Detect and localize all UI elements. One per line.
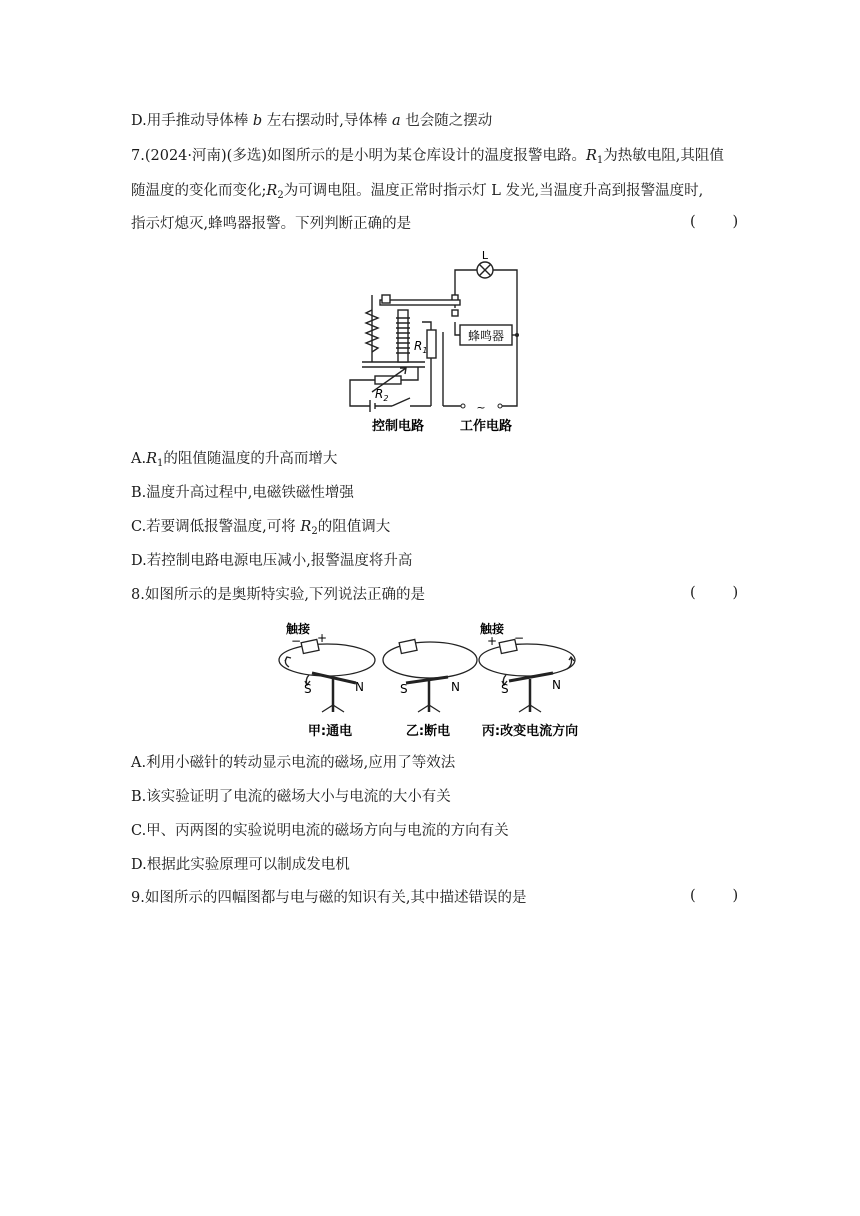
q7-circuit-figure <box>330 240 530 440</box>
q8-option-a[interactable]: A.利用小磁针的转动显示电流的磁场,应用了等效法 <box>131 755 456 771</box>
q7-option-b[interactable]: B.温度升高过程中,电磁铁磁性增强 <box>131 485 354 501</box>
q8-option-d[interactable]: D.根据此实验原理可以制成发电机 <box>131 857 350 873</box>
p3-plus-label: + <box>487 634 498 648</box>
q7-option-d[interactable]: D.若控制电路电源电压减小,报警温度将升高 <box>131 553 413 569</box>
q7-stem-line-2: 随温度的变化而变化$;R_2$为可调电阻。温度正常时指示灯 L 发光,当温度升高到报警温度时, <box>131 183 704 201</box>
ac-symbol: ~ <box>476 401 486 414</box>
buzzer-label: 蜂鸣器 <box>467 329 505 343</box>
q7-answer-blank[interactable]: ( ) <box>690 214 739 230</box>
p2-s-label: S <box>400 682 408 696</box>
q8-answer-blank[interactable]: ( ) <box>690 585 739 601</box>
q7-stem-line-3: 指示灯熄灭,蜂鸣器报警。下列判断正确的是 <box>131 216 412 232</box>
lamp-label: L <box>481 249 489 262</box>
q8-option-b[interactable]: B.该实验证明了电流的磁场大小与电流的大小有关 <box>131 789 451 805</box>
q8-oersted-figure <box>272 617 592 742</box>
p1-plus-label: + <box>317 631 328 645</box>
p3-s-label: S <box>501 682 509 696</box>
p3-n-label: N <box>552 678 561 692</box>
p1-caption: 甲:通电 <box>307 724 353 739</box>
q8-stem: 8.如图所示的是奥斯特实验,下列说法正确的是 <box>131 587 425 603</box>
p1-s-label: S <box>304 682 312 696</box>
p3-caption: 丙:改变电流方向 <box>481 724 579 739</box>
control-circuit-label: 控制电路 <box>371 419 425 434</box>
q7-stem-line-1: 7.(2024·河南)(多选)如图所示的是小明为某仓库设计的温度报警电路。$R_1$为热敏电阻,其阻值 <box>131 148 724 166</box>
work-circuit-label: 工作电路 <box>459 419 513 434</box>
q9-answer-blank[interactable]: ( ) <box>690 888 739 904</box>
q7-option-a[interactable]: $A.R_1$的阻值随温度的升高而增大 <box>131 451 338 469</box>
q8-option-c[interactable]: C.甲、丙两图的实验说明电流的磁场方向与电流的方向有关 <box>131 823 509 839</box>
q7-option-c[interactable]: C.若要调低报警温度,可将 $R_2$的阻值调大 <box>131 519 391 537</box>
p1-touch-label: 触接 <box>286 622 311 636</box>
q6-option-d: D.用手推动导体棒 b 左右摆动时,导体棒 a 也会随之摆动 <box>131 113 493 129</box>
p3-minus-label: − <box>514 631 525 645</box>
p2-n-label: N <box>451 680 460 694</box>
p3-touch-label: 触接 <box>480 622 505 636</box>
p1-minus-label: − <box>291 634 302 648</box>
r2-label: $R_2$ <box>375 387 389 403</box>
q9-stem: 9.如图所示的四幅图都与电与磁的知识有关,其中描述错误的是 <box>131 890 527 906</box>
p2-caption: 乙:断电 <box>405 724 451 739</box>
p1-n-label: N <box>355 680 364 694</box>
r1-label: $R_1$ <box>414 339 428 355</box>
